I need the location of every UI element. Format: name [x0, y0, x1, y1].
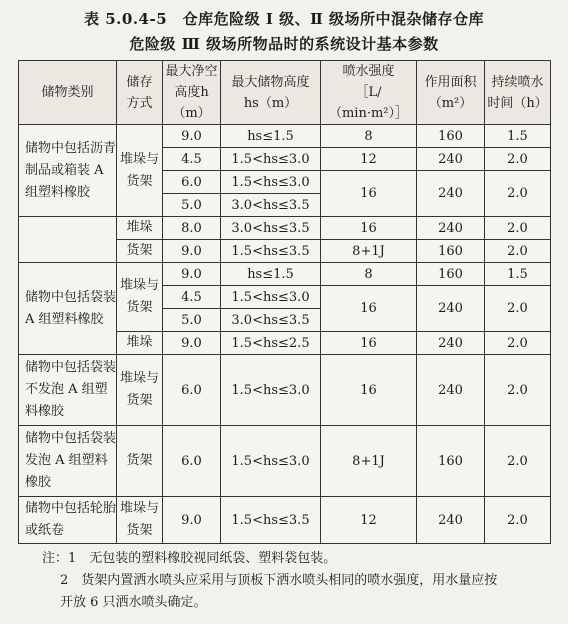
intensity-cell: 8 [321, 125, 417, 148]
table-row [19, 125, 551, 148]
intensity-cell: 8+1J [321, 240, 417, 263]
height-cell: 6.0 [163, 426, 221, 497]
mode-cell: 堆垛与货架 [117, 497, 163, 544]
header-category: 储物类别 [19, 61, 117, 125]
mode-cell: 货架 [117, 426, 163, 497]
area-cell: 160 [417, 125, 485, 148]
height-cell: 4.5 [163, 286, 221, 309]
note-2-continued: 开放 6 只洒水喷头确定。 [60, 595, 207, 610]
intensity-cell: 16 [321, 355, 417, 426]
header-intensity: 喷水强度 ［L/（min·m²）］ [321, 61, 417, 125]
duration-cell: 1.5 [485, 263, 551, 286]
table-row [19, 355, 551, 426]
duration-cell: 2.0 [485, 240, 551, 263]
category-cell: 储物中包括袋装发泡 A 组塑料橡胶 [19, 426, 117, 497]
duration-cell: 2.0 [485, 497, 551, 544]
category-cell-empty [19, 217, 117, 263]
design-parameters-table [18, 60, 551, 544]
height-cell: 9.0 [163, 497, 221, 544]
storage-height-cell: 3.0<hs≤3.5 [221, 309, 321, 332]
mode-cell: 堆垛与货架 [117, 125, 163, 217]
storage-height-cell: 1.5<hs≤3.5 [221, 240, 321, 263]
area-cell: 160 [417, 426, 485, 497]
header-area: 作用面积 （m²） [417, 61, 485, 125]
height-cell: 9.0 [163, 125, 221, 148]
table-row [19, 497, 551, 544]
category-cell: 储物中包括袋装 A 组塑料橡胶 [19, 263, 117, 355]
category-cell: 储物中包括袋装不发泡 A 组塑料橡胶 [19, 355, 117, 426]
mode-cell: 堆垛与货架 [117, 263, 163, 332]
duration-cell: 2.0 [485, 217, 551, 240]
height-cell: 9.0 [163, 263, 221, 286]
area-cell: 240 [417, 171, 485, 217]
intensity-cell: 8 [321, 263, 417, 286]
height-cell: 9.0 [163, 240, 221, 263]
height-cell: 4.5 [163, 148, 221, 171]
height-cell: 8.0 [163, 217, 221, 240]
storage-height-cell: 1.5<hs≤3.0 [221, 286, 321, 309]
table-row [19, 263, 551, 286]
mode-cell: 货架 [117, 240, 163, 263]
intensity-cell: 12 [321, 148, 417, 171]
storage-height-cell: 1.5<hs≤3.0 [221, 355, 321, 426]
intensity-cell: 16 [321, 217, 417, 240]
category-cell: 储物中包括轮胎或纸卷 [19, 497, 117, 544]
area-cell: 240 [417, 286, 485, 332]
intensity-cell: 12 [321, 497, 417, 544]
header-duration: 持续喷水 时间（h） [485, 61, 551, 125]
storage-height-cell: 3.0<hs≤3.5 [221, 194, 321, 217]
height-cell: 5.0 [163, 194, 221, 217]
height-cell: 5.0 [163, 309, 221, 332]
table-row [19, 217, 551, 240]
header-storage-height: 最大储物高度 hs（m） [221, 61, 321, 125]
area-cell: 240 [417, 217, 485, 240]
storage-height-cell: hs≤1.5 [221, 125, 321, 148]
storage-height-cell: hs≤1.5 [221, 263, 321, 286]
height-cell: 6.0 [163, 171, 221, 194]
duration-cell: 2.0 [485, 426, 551, 497]
header-mode: 储存 方式 [117, 61, 163, 125]
height-cell: 6.0 [163, 355, 221, 426]
duration-cell: 2.0 [485, 148, 551, 171]
duration-cell: 2.0 [485, 286, 551, 332]
area-cell: 160 [417, 240, 485, 263]
mode-cell: 堆垛与货架 [117, 355, 163, 426]
note-1: 注：1 无包装的塑料橡胶视同纸袋、塑料袋包装。 [42, 551, 337, 566]
intensity-cell: 16 [321, 332, 417, 355]
duration-cell: 2.0 [485, 171, 551, 217]
area-cell: 240 [417, 497, 485, 544]
duration-cell: 2.0 [485, 355, 551, 426]
height-cell: 9.0 [163, 332, 221, 355]
intensity-cell: 8+1J [321, 426, 417, 497]
table-title-line1: 表 5.0.4-5 仓库危险级 Ⅰ 级、Ⅱ 级场所中混杂储存仓库 [84, 10, 484, 28]
area-cell: 240 [417, 355, 485, 426]
mode-cell: 堆垛 [117, 332, 163, 355]
area-cell: 240 [417, 148, 485, 171]
intensity-cell: 16 [321, 171, 417, 217]
table-notes [42, 548, 497, 614]
duration-cell: 1.5 [485, 125, 551, 148]
intensity-cell: 16 [321, 286, 417, 332]
storage-height-cell: 1.5<hs≤3.0 [221, 171, 321, 194]
table-header-row [19, 61, 551, 125]
storage-height-cell: 3.0<hs≤3.5 [221, 217, 321, 240]
storage-height-cell: 1.5<hs≤3.5 [221, 497, 321, 544]
header-height: 最大净空 高度h（m） [163, 61, 221, 125]
storage-height-cell: 1.5<hs≤3.0 [221, 426, 321, 497]
table-title-line2: 危险级 Ⅲ 级场所物品时的系统设计基本参数 [129, 35, 439, 53]
duration-cell: 2.0 [485, 332, 551, 355]
mode-cell: 堆垛 [117, 217, 163, 240]
area-cell: 160 [417, 263, 485, 286]
storage-height-cell: 1.5<hs≤3.0 [221, 148, 321, 171]
storage-height-cell: 1.5<hs≤2.5 [221, 332, 321, 355]
table-row [19, 426, 551, 497]
area-cell: 240 [417, 332, 485, 355]
note-2: 2 货架内置洒水喷头应采用与顶板下洒水喷头相同的喷水强度，用水量应按 [60, 573, 498, 588]
category-cell: 储物中包括沥青制品或箱装 A 组塑料橡胶 [19, 125, 117, 217]
